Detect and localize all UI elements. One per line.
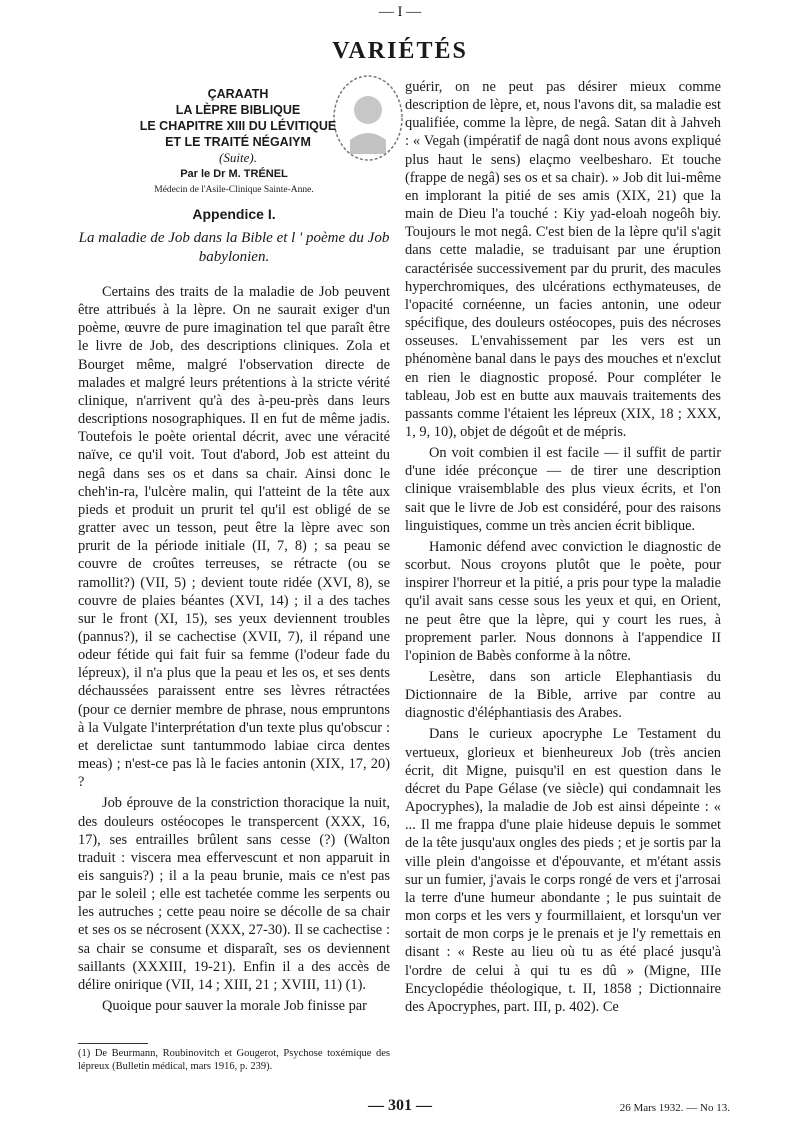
footnote-divider (78, 1043, 148, 1044)
paragraph: Job éprouve de la constriction thoracique la nuit, des douleurs ostéocopes le transpercent (XXX, 16, 17), ses entrailles brûlent sans cesse (?) (Walton traduit : viscera mea effervescunt et non apparuit in eis sanguis?) ; il a la peau brunie, mais ce n'est pas par le soleil ; elle est tachetée comme les serpents ou les autruches ; cette peau noire se décolle de sa chair et ses os se nécrosent (XXX, 27-30). Il se cachectise : sa chair se consume et disparaît, ses os deviennent saillants (XXXIII, 19-21). Enfin il a des accès de délire onirique (VII, 14 ; XIII, 21 ; XVIII, 11) (1). (78, 795, 390, 993)
article-title-line: LA LÈPRE BIBLIQUE (175, 103, 301, 117)
paragraph: Dans le curieux apocryphe Le Testament du vertueux, glorieux et bienheureux Job (très ancien écrit, dit Migne, puisqu'il en est question dans le décret du Pape Gélase (ve siècle) qui condamnait les Apocryphes), la maladie de Job est ainsi dépeinte : « ... Il me frappa d'une plaie hideuse depuis le sommet de la tête jusqu'aux ongles des pieds ; et je sortis par la ville plein d'angoisse et d'épouvante, et m'étant assis sur un fumier, j'avais le corps rongé de vers et j'arrosai la terre d'une humeur abondante ; le pus suintait de mon corps et les vers y fourmillaient, et lorsqu'un ver sortait de mon corps je le prenais et je l'y remettais en disant : « Reste au lieu où tu as été placé jusqu'à l'ordre de celui à qui tu es dû » (Migne, IIIe Encyclopédie théologique, t. II, 1858 ; Dictionnaire des Apocryphes, part. III, p. 402). Ce (405, 726, 721, 1015)
appendix-title: Appendice I. (192, 206, 276, 222)
article-title-line: ET LE TRAITÉ NÉGAIYM (165, 135, 311, 149)
paragraph: Lesètre, dans son article Elephantiasis du Dictionnaire de la Bible, arrive par contre au diagnostic d'éléphantiasis des Arabes. (405, 669, 721, 722)
appendix-subtitle: La maladie de Job dans la Bible et l ' poème du Job babylonien. (78, 230, 390, 265)
author-affiliation: Médecin de l'Asile-Clinique Sainte-Anne. (154, 185, 314, 195)
paragraph: Hamonic défend avec conviction le diagnostic de scorbut. Nous croyons plutôt que le poète, pour inspirer l'horreur et la pitié, a pris pour type la maladie qu'il avait sans cesse sous les yeux et qui, en Orient, ne peut être que la lèpre, qui y court les rues, à proprement parler. Nous donnons à l'appendice II l'opinion de Babès conforme à la nôtre. (405, 538, 721, 664)
paragraph: On voit combien il est facile — il suffit de partir d'une idée préconçue — de tirer une description clinique vraisemblable des plus vieux écrits, et l'on sait que le livre de Job est considéré, pour des raisons linguistiques, comme un très ancien écrit biblique. (405, 445, 721, 534)
right-column (405, 78, 721, 1019)
page-roman-number: — I — (378, 4, 422, 20)
paragraph: guérir, on ne peut pas désirer mieux comme description de lèpre, et, nous l'avons dit, sa maladie est qualifiée, comme la lèpre, de negâ. Satan dit à Jahveh : « Vegah (impératif de nagâ dont nous avons expliqué plus haut le sens) elaçmo veelbesharo. Et touche (frappe de negâ) ses os et sa chair). » Job dit lui-même en implorant la pitié de ses amis (XIX, 21) que la main de Dieu l'a touché : Kiy yad-eloah nogeôh biy. Toujours le mot negâ. C'est bien de la lèpre qu'il s'agit dans cette maladie, se traduisant par une éruption caractérisée successivement par du prurit, des macules hyperchromiques, des ulcérations ecthymateuses, de l'opacité cornéenne, un facies antonin, une odeur spécifique, des douleurs ostéocopes, puis des nécroses osseuses. L'envahissement par les vers est un phénomène banal dans le pays des mouches et n'exclut en rien le diagnostic proposé. Pour compléter le tableau, Job est en butte aux mauvais traitements des passants comme l'étaient les lépreux (XIX, 18 ; XXX, 1, 9, 10), objet de dégoût et de mépris. (405, 79, 721, 440)
page-number: — 301 — (368, 1097, 432, 1114)
section-title: VARIÉTÉS (332, 38, 468, 64)
paragraph: Quoique pour sauver la morale Job finisse par (102, 998, 367, 1015)
article-title-line: ÇARAATH (207, 87, 269, 101)
left-column (78, 283, 390, 1018)
article-title-block (108, 86, 368, 166)
article-title-line: LE CHAPITRE XIII DU LÉVITIQUE (139, 119, 337, 133)
footnote: (1) De Beurmann, Roubinovitch et Gougerot, Psychose toxémique des lépreux (Bulletin médical, mars 1916, p. 239). (78, 1048, 390, 1072)
article-author: Par le Dr M. TRÉNEL (180, 168, 288, 180)
article-suite: (Suite). (219, 150, 257, 165)
issue-date: 26 Mars 1932. — No 13. (619, 1102, 730, 1114)
paragraph: Certains des traits de la maladie de Job peuvent être attribués à la lèpre. On ne saurait exiger d'un poème, œuvre de pure imagination tel que paraît être le livre de Job, des descriptions cliniques. Zola et Bourget même, malgré l'observation directe de malades et malgré leurs prétentions à la stricte vérité clinique, n'arrivent qu'à des à-peu-près dans leurs descriptions nosographiques. Il en fut de même jadis. Toutefois le poète oriental décrit, avec une véracité naïve, ce qu'il voit. Tout d'abord, Job est atteint du negâ dans ses os et dans sa chair. Ainsi donc le cheh'in-ra, l'ulcère malin, qui l'atteint de la tête aux pieds et produit un prurit tel qu'il est obligé de se gratter avec un tesson, peut être la lèpre avec son prurit de la période initiale (II, 7, 8) ; sa peau se couvre de croûtes terreuses, se rétracte (ou se ramollit?) (VII, 5) ; devient toute ridée (XVI, 8), se couvre de plaies béantes (XVI, 14) ; il a des taches sur le front (XI, 15), ses yeux deviennent troubles (pannus?), il se cachectise (XVII, 7), il répand une odeur fétide qui fait fuir sa femme (l'odeur fade du lépreux), il n'a plus que la peau et les os, et ses dents déchaussées paraissent entre ses lèvres rétractées (pour ce dernier membre de phrase, nous empruntons à la Vulgate l'interprétation d'un texte plus qu'obscur : et derelictae sunt tantummodo labiae circa dentes meas) ; n'est-ce pas là le facies antonin (XIX, 17, 20) ? (78, 284, 390, 791)
